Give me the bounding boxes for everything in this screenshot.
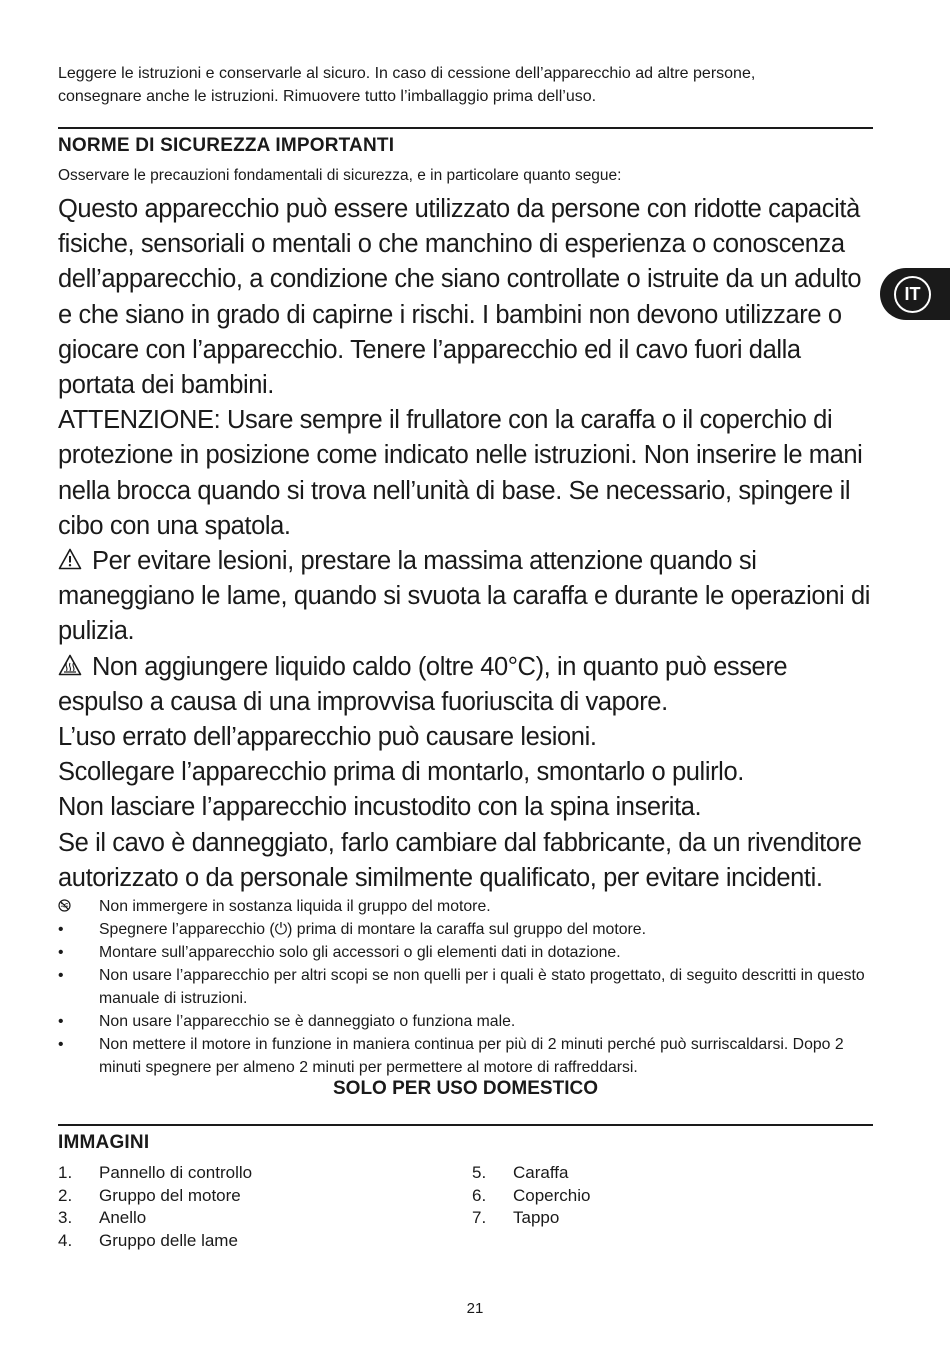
safety-paragraph: Scollegare l’apparecchio prima di montarlo, smontarlo o pulirlo. xyxy=(58,758,744,787)
safety-subheading: Osservare le precauzioni fondamentali di sicurezza, e in particolare quanto segue: xyxy=(58,167,622,184)
warning-triangle-icon xyxy=(58,545,82,567)
item-label: Gruppo delle lame xyxy=(99,1231,238,1251)
language-code: IT xyxy=(894,276,931,313)
safety-paragraph xyxy=(58,544,878,650)
safety-paragraph xyxy=(58,650,878,720)
bullet-marker: • xyxy=(58,1013,64,1030)
list-item xyxy=(472,1185,591,1208)
item-number: 7. xyxy=(472,1208,487,1228)
item-label: Coperchio xyxy=(513,1185,591,1205)
safety-paragraph: L’uso errato dell’apparecchio può causare lesioni. xyxy=(58,723,597,752)
item-label: Tappo xyxy=(513,1208,560,1228)
safety-paragraph: Non lasciare l’apparecchio incustodito con la spina inserita. xyxy=(58,793,702,822)
item-number: 5. xyxy=(472,1163,487,1182)
section-divider xyxy=(58,127,873,129)
safety-bullets xyxy=(58,895,873,1079)
page-number: 21 xyxy=(466,1300,484,1317)
item-label: Pannello di controllo xyxy=(99,1163,253,1182)
list-item xyxy=(58,941,873,964)
safety-paragraph: Questo apparecchio può essere utilizzato da persone con ridotte capacità fisiche, sensoriali o mentali o che manchino di esperienza o conoscenza dell’apparecchio, a condizione che siano controllate o istruite da un adulto e che siano in grado di capirne i rischi. I bambini non devono utilizzare o giocare con l’apparecchio. Tenere l’apparecchio ed il cavo fuori dalla portata dei bambini. xyxy=(58,195,862,400)
images-heading: IMMAGINI xyxy=(58,1132,150,1153)
item-number: 1. xyxy=(58,1163,73,1182)
safety-paragraph: ATTENZIONE: Usare sempre il frullatore con la caraffa o il coperchio di protezione in posizione come indicato nelle istruzioni. Non inserire le mani nella brocca quando si trova nell’unità di base. Se necessario, spingere il cibo con una spatola. xyxy=(58,406,863,540)
language-tab xyxy=(880,268,950,320)
item-number: 2. xyxy=(58,1185,73,1205)
bullet-marker: • xyxy=(58,921,64,938)
bullet-text: Non immergere in sostanza liquida il gruppo del motore. xyxy=(99,898,491,915)
item-label: Anello xyxy=(99,1208,147,1228)
bullet-text: Non mettere il motore in funzione in maniera continua per più di 2 minuti perché può surriscaldarsi. Dopo 2 minuti spegnere per almeno 2 minuti per permettere al motore di raffreddarsi. xyxy=(99,1036,844,1076)
domestic-use-notice: SOLO PER USO DOMESTICO xyxy=(333,1078,598,1099)
intro-line-1: Leggere le istruzioni e conservarle al sicuro. In caso di cessione dell’apparecchio ad altre persone, xyxy=(58,65,756,82)
no-immersion-icon xyxy=(58,895,78,918)
safety-heading: NORME DI SICUREZZA IMPORTANTI xyxy=(58,135,395,156)
list-item xyxy=(58,1207,252,1230)
intro-text xyxy=(58,62,873,108)
safety-paragraph-text: Per evitare lesioni, prestare la massima attenzione quando si maneggiano le lame, quando si svuota la caraffa e durante le operazioni di pulizia. xyxy=(58,547,870,646)
list-item xyxy=(472,1162,591,1185)
list-item xyxy=(58,1162,252,1185)
bullet-text: Non usare l’apparecchio per altri scopi se non quelli per i quali è stato progettato, di seguito descritti in questo manuale di istruzioni. xyxy=(99,967,865,1007)
section-divider xyxy=(58,1124,873,1126)
item-number: 4. xyxy=(58,1231,73,1251)
safety-paragraphs xyxy=(58,192,878,896)
bullet-text: Spegnere l’apparecchio (⏻) prima di montare la caraffa sul gruppo del motore. xyxy=(99,921,646,938)
images-list-right xyxy=(472,1162,591,1230)
item-number: 6. xyxy=(472,1185,487,1205)
item-label: Gruppo del motore xyxy=(99,1185,241,1205)
bullet-marker: • xyxy=(58,1036,64,1053)
bullet-marker: • xyxy=(58,944,64,961)
warning-hot-surface-icon xyxy=(58,651,82,673)
bullet-text: Non usare l’apparecchio se è danneggiato o funziona male. xyxy=(99,1013,516,1030)
list-item xyxy=(58,918,873,941)
list-item xyxy=(58,964,873,1010)
bullet-text: Montare sull’apparecchio solo gli accessori o gli elementi dati in dotazione. xyxy=(99,944,621,961)
list-item xyxy=(58,1185,252,1208)
list-item xyxy=(58,895,873,918)
intro-line-2: consegnare anche le istruzioni. Rimuovere tutto l’imballaggio prima dell’uso. xyxy=(58,88,597,105)
list-item xyxy=(472,1207,591,1230)
safety-paragraph-text: Non aggiungere liquido caldo (oltre 40°C), in quanto può essere espulso a causa di una improvvisa fuoriuscita di vapore. xyxy=(58,652,788,716)
item-number: 3. xyxy=(58,1208,73,1228)
list-item xyxy=(58,1033,873,1079)
images-list-left xyxy=(58,1162,252,1253)
list-item xyxy=(58,1230,252,1253)
bullet-marker: • xyxy=(58,967,64,984)
list-item xyxy=(58,1010,873,1033)
safety-paragraph: Se il cavo è danneggiato, farlo cambiare dal fabbricante, da un rivenditore autorizzato o da personale similmente qualificato, per evitare incidenti. xyxy=(58,828,862,892)
item-label: Caraffa xyxy=(513,1163,569,1182)
